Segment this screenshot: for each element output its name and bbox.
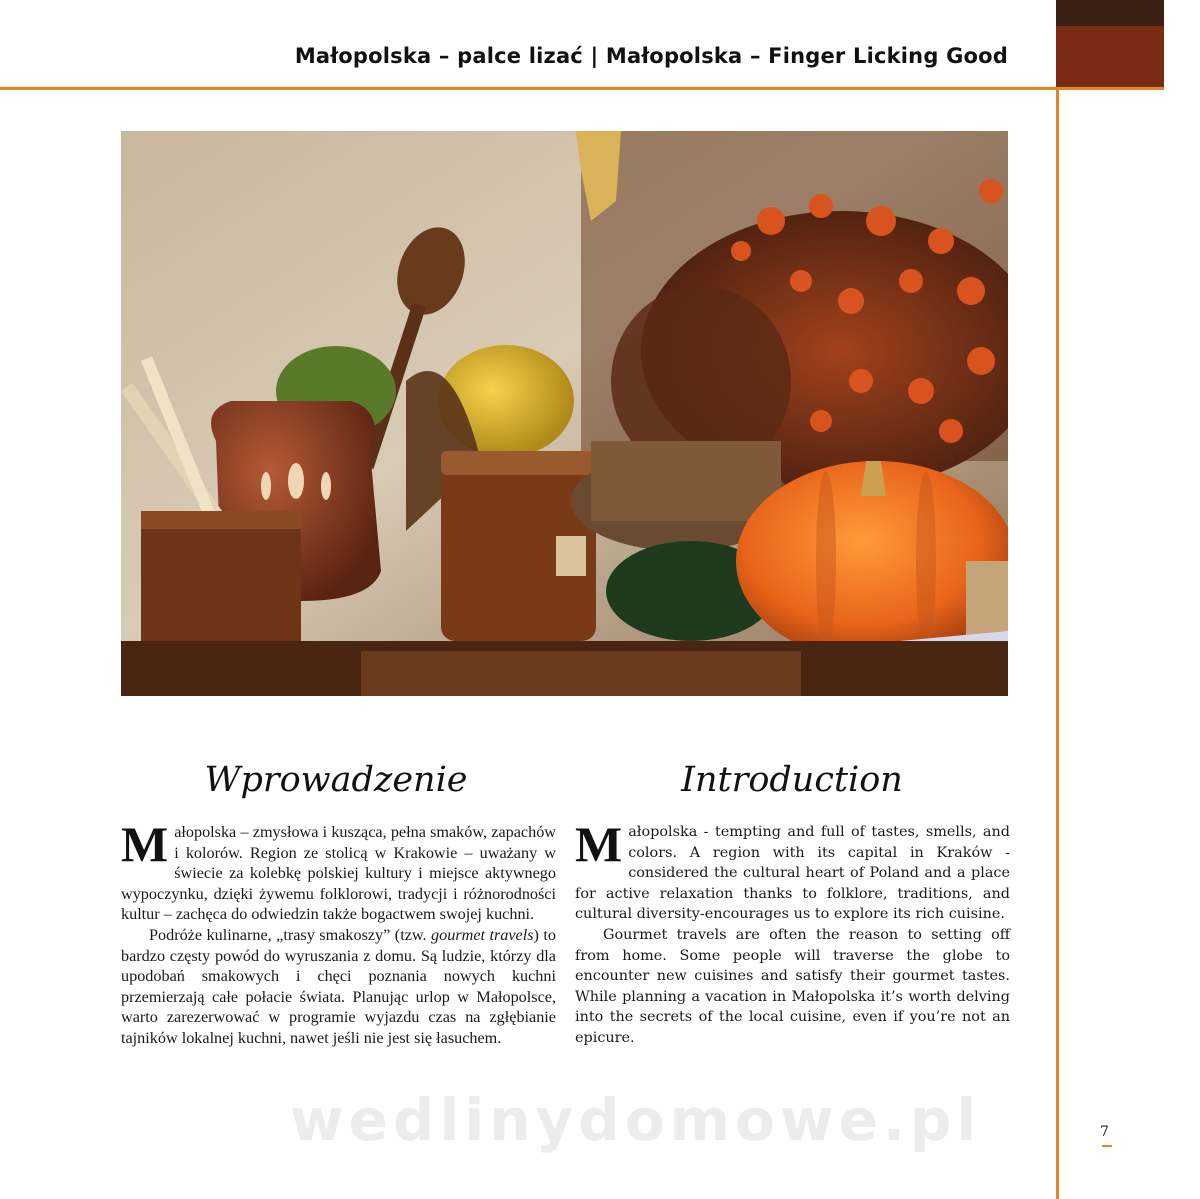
page-number-rule <box>1102 1145 1112 1147</box>
polish-paragraph-2-rest: ) to bardzo częsty powód do wyruszania z domu. Są ludzie, którzy dla upodobań smakowych i chęci poznania nowych kuchni przemierzają całe połacie świata. Planując urlop w Małopolsce, warto zarezerwować w programie wyjazdu czas na zgłębianie tajników lokalnej kuchni, nawet jeśli nie jest się łasuchem. <box>121 925 557 1047</box>
running-head-title: Małopolska – palce lizać | Małopolska – Finger Licking Good <box>294 44 1008 68</box>
polish-column <box>121 816 557 1049</box>
kitchen-still-life-photo <box>121 131 1008 696</box>
polish-dropcap: M <box>121 816 169 872</box>
english-paragraph-1 <box>575 816 1010 925</box>
header-corner-block-red <box>1056 26 1164 88</box>
polish-paragraph-1 <box>121 816 556 925</box>
polish-paragraph-2-lead: Podróże kulinarne, „trasy smakoszy” (tzw. <box>149 925 432 944</box>
header-corner-block-dark <box>1056 0 1164 26</box>
english-column <box>575 816 1010 1049</box>
site-watermark: wedlinydomowe.pl <box>290 1086 982 1154</box>
english-paragraph-2: Gourmet travels are often the reason to setting off from home. Some people will traverse the globe to encounter new cuisines and satisfy their gourmet tastes. While planning a vacation in Małopolska it’s worth delving into the secrets of the local cuisine, even if you’re not an epicure. <box>575 926 1010 1046</box>
polish-paragraph-1-text: ałopolska – zmysłowa i kusząca, pełna smaków, zapachów i kolorów. Region ze stolicą w Krakowie – uważany w świecie za kolebkę polskiej kultury i miejsce aktywnego wypoczynku, dzięki żywemu folklorowi, tradycji i różnorodności kultur – zachęca do odwiedzin także bogactwem swojej kuchni. <box>121 823 556 924</box>
english-heading: Introduction <box>681 760 903 800</box>
polish-paragraph-2 <box>121 925 556 1049</box>
english-paragraph-1-text: ałopolska - tempting and full of tastes, smells, and colors. A region with its capital in Kraków - considered the cultural heart of Poland and a place for active relaxation thanks to folklore, traditions, and cultural diversity-encourages us to explore its rich cuisine. <box>575 824 1010 923</box>
english-dropcap: M <box>575 816 623 872</box>
polish-paragraph-2-term: gourmet travels <box>431 925 534 944</box>
polish-heading: Wprowadzenie <box>204 760 468 800</box>
header-rule <box>0 87 1164 90</box>
page-number: 7 <box>1100 1124 1109 1140</box>
margin-rule <box>1056 88 1059 1199</box>
